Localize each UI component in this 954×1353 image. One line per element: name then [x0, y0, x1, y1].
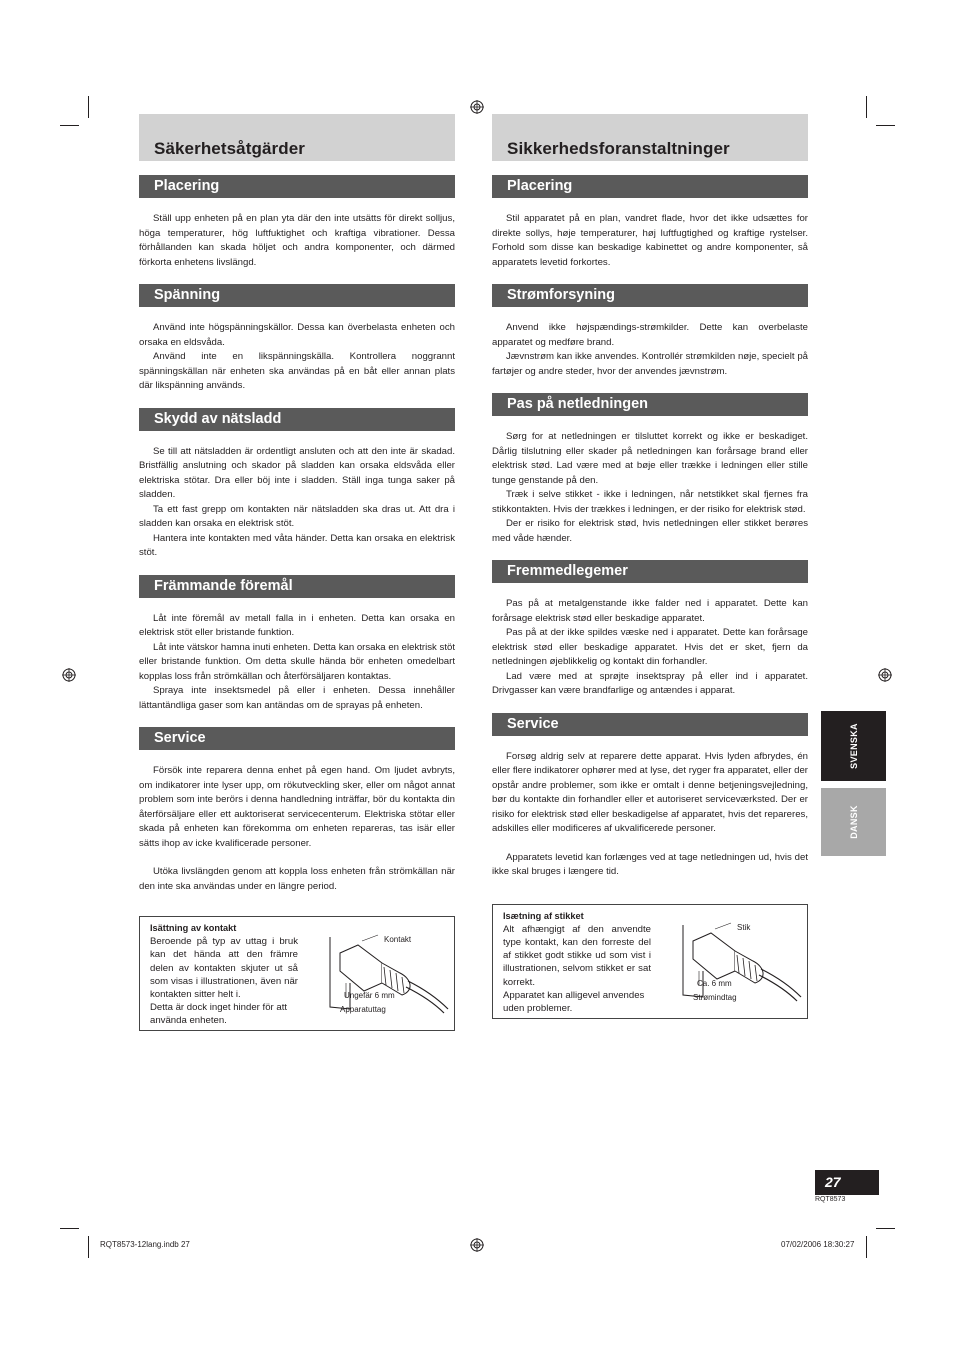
section [492, 393, 808, 546]
crop-mark [60, 1228, 79, 1229]
page-title: Sikkerhedsforanstaltninger [507, 139, 730, 158]
document-id: RQT8573 [815, 1196, 846, 1203]
section-heading: Strømforsyning [492, 284, 808, 307]
plug-info-body: Beroende på typ av uttag i bruk kan det hända att den främre delen av kontakten skjuter ut så som visas i illustrationen, även när kontakten sitter helt i. [150, 936, 298, 1001]
paragraph: Ta ett fast grepp om kontakten när nätsladden ska dras ut. Att dra i sladden kan orsaka en elektrisk stöt. [139, 503, 455, 529]
plug-info-text [503, 910, 651, 1016]
plug-illustration [322, 923, 452, 1023]
tab-label: DANSK [848, 805, 859, 839]
section-heading: Spänning [139, 284, 455, 307]
section-heading: Pas på netledningen [492, 393, 808, 416]
crop-mark [866, 1236, 867, 1258]
section [139, 727, 455, 894]
footer-file: RQT8573-12lang.indb 27 [100, 1240, 190, 1249]
paragraph: Sørg for at netledningen er tilsluttet korrekt og ikke er beskadiget. Dårlig tilslutning eller skader på netledningen kan forårsage brand eller elektrisk stød. Lad være med at bøje eller trække i ledningen eller stille tunge genstande på den. [492, 431, 808, 486]
paragraph: Låt inte vätskor hamna inuti enheten. Detta kan orsaka en elektrisk stöt eller bristande funktion. Om detta skulle hända bör enheten omedelbart kopplas loss från strömkällan och återförsäljaren kontaktas. [139, 641, 455, 682]
language-tab-svenska [821, 711, 886, 781]
paragraph: Se till att nätsladden är ordentligt ansluten och att den inte är skadad. Bristfällig anslutning och skador på sladden kan orsaka eldsvåda eller elektriska stötar. Dra eller böj inte i sladden. Ställ inga tunga saker på sladden. [139, 445, 455, 500]
section [492, 560, 808, 699]
plug-info-text [150, 922, 298, 1028]
plug-info-title: Isättning av kontakt [150, 923, 237, 933]
section [492, 284, 808, 379]
tab-label: SVENSKA [848, 723, 859, 769]
crop-mark [88, 1236, 89, 1258]
gap-label: Ungefär 6 mm [344, 991, 395, 1000]
title-bar [139, 114, 455, 161]
sections-container [139, 175, 455, 894]
section-heading: Placering [492, 175, 808, 198]
footer-datetime: 07/02/2006 18:30:27 [781, 1240, 855, 1249]
registration-mark-icon [470, 100, 484, 114]
plug-label: Stik [737, 922, 751, 932]
registration-mark-icon [878, 668, 892, 682]
crop-mark [876, 1228, 895, 1229]
section-heading: Främmande föremål [139, 575, 455, 598]
crop-mark [876, 125, 895, 126]
paragraph-gap [139, 851, 455, 865]
registration-mark-icon [62, 668, 76, 682]
crop-mark [88, 96, 89, 118]
paragraph-gap [492, 837, 808, 851]
plug-info-title: Isætning af stikket [503, 910, 584, 921]
section [492, 713, 808, 880]
paragraph: Lad være med at sprøjte insektspray på eller ind i apparatet. Drivgasser kan være brandfarlige og antændes i apparat. [492, 670, 808, 696]
plug-info-body: Alt afhængigt af den anvendte type kontakt, kan den forreste del af stikket godt stikke ud som vist i illustrationen, selvom stikket er sat korrekt. [503, 923, 651, 988]
section [139, 575, 455, 714]
swedish-column [139, 114, 455, 1031]
paragraph: Utöka livslängden genom att koppla loss enheten från strömkällan när den inte ska användas under en längre period. [139, 866, 455, 892]
section-heading: Placering [139, 175, 455, 198]
section [139, 175, 455, 270]
paragraph: Pas på at der ikke spildes væske ned i apparatet. Dette kan forårsage elektrisk stød eller beskadige apparatet. Hvis det er sket, fjern da netledningen øjeblikkelig og kontakt din forhandler. [492, 627, 808, 667]
section [139, 284, 455, 394]
paragraph: Træk i selve stikket - ikke i ledningen, når netstikket skal fjernes fra stikkontakten. Hvis der trækkes i ledningen, er der risiko for elektrisk stød. [492, 489, 808, 515]
plug-label: Kontakt [384, 935, 412, 944]
crop-mark [866, 96, 867, 118]
gap-label: Ca. 6 mm [697, 978, 732, 988]
sections-container [492, 175, 808, 880]
plug-info-body-2: Apparatet kan alligevel anvendes uden problemer. [503, 989, 645, 1014]
plug-info-box [139, 916, 455, 1031]
paragraph: Använd inte en likspänningskälla. Kontrollera noggrannt spänningskällan när enheten ska användas på en båt eller annan plats där likspänning används. [139, 351, 455, 391]
paragraph: Använd inte högspänningskällor. Dessa kan överbelasta enheten och orsaka en eldsvåda. [139, 322, 455, 348]
crop-mark [60, 125, 79, 126]
paragraph: Der er risiko for elektrisk stød, hvis netledningen eller stikket berøres med våde hænder. [492, 518, 808, 544]
plug-illustration [675, 911, 805, 1011]
page-number: 27 [815, 1170, 879, 1195]
plug-info-box [492, 904, 808, 1019]
paragraph: Anvend ikke højspændings-strømkilder. Dette kan overbelaste apparatet og medføre brand. [492, 322, 808, 348]
paragraph: Stil apparatet på en plan, vandret flade, hvor det ikke udsættes for direkte sollys, høje temperaturer, høj luftfugtighed og kraftige rystelser. Forhold som disse kan beskadige kabinettet og andre komponenter, så apparatets levetid forkortes. [492, 213, 808, 268]
section [139, 408, 455, 561]
paragraph: Jævnstrøm kan ikke anvendes. Kontrollér strømkilden nøje, specielt på fartøjer og andre steder, hvor der anvendes jævnstrøm. [492, 351, 808, 377]
inlet-label: Apparatuttag [340, 1005, 386, 1014]
inlet-label: Strømindtag [693, 992, 737, 1002]
language-tab-dansk [821, 788, 886, 856]
paragraph: Apparatets levetid kan forlænges ved at tage netledningen ud, hvis det ikke skal bruges i længere tid. [492, 851, 808, 877]
registration-mark-icon [470, 1238, 484, 1252]
paragraph: Hantera inte kontakten med våta händer. Detta kan orsaka en elektrisk stöt. [139, 532, 455, 558]
danish-column [492, 114, 808, 1019]
section-heading: Service [492, 713, 808, 736]
section [492, 175, 808, 270]
title-bar [492, 114, 808, 161]
paragraph: Låt inte föremål av metall falla in i enheten. Detta kan orsaka en elektrisk stöt eller bristande funktion. [139, 612, 455, 638]
page-title: Säkerhetsåtgärder [154, 139, 305, 158]
paragraph: Forsøg aldrig selv at reparere dette apparat. Hvis lyden afbrydes, én eller flere indikatorer ophører med at lyse, det ryger fra apparatet, eller der opstår andre problemer, som ikke er omtalt i denne betjeningsvejledning, bør du kontakte din forhandler eller et autoriseret serviceværksted. Der er risiko for elektrisk stød eller beskadigelse af apparatet, hvis det repareres, adskilles eller modificeres af ukvalificerede personer. [492, 750, 808, 834]
paragraph: Försök inte reparera denna enhet på egen hand. Om ljudet avbryts, om indikatorer inte lyser upp, om rökutveckling sker, eller om något annat problem som inte berörs i denna handledning inträffar, bör du kontakta din återförsäljare eller ett auktoriserat servicecenterum. Elektriska stötar eller skada på enheten kan förekomma om enheten repareras, tas isär eller sätts ihop av icke kvalificerade personer. [139, 765, 455, 849]
paragraph: Ställ upp enheten på en plan yta där den inte utsätts för direkt solljus, höga temperaturer, hög luftfuktighet och kraftiga vibrationer. Dessa förhållanden kan skada höljet och andra komponenter, och därmed förkorta enhetens livslängd. [139, 213, 455, 268]
section-heading: Skydd av nätsladd [139, 408, 455, 431]
section-heading: Service [139, 727, 455, 750]
section-heading: Fremmedlegemer [492, 560, 808, 583]
plug-info-body-2: Detta är dock inget hinder för att använda enheten. [150, 1002, 288, 1027]
paragraph: Pas på at metalgenstande ikke falder ned i apparatet. Dette kan forårsage elektrisk stød eller beskadige apparatet. [492, 598, 808, 624]
paragraph: Spraya inte insektsmedel på eller i enheten. Dessa innehåller lättantändliga gaser som kan antändas om de sprayas på enheten. [139, 685, 455, 711]
